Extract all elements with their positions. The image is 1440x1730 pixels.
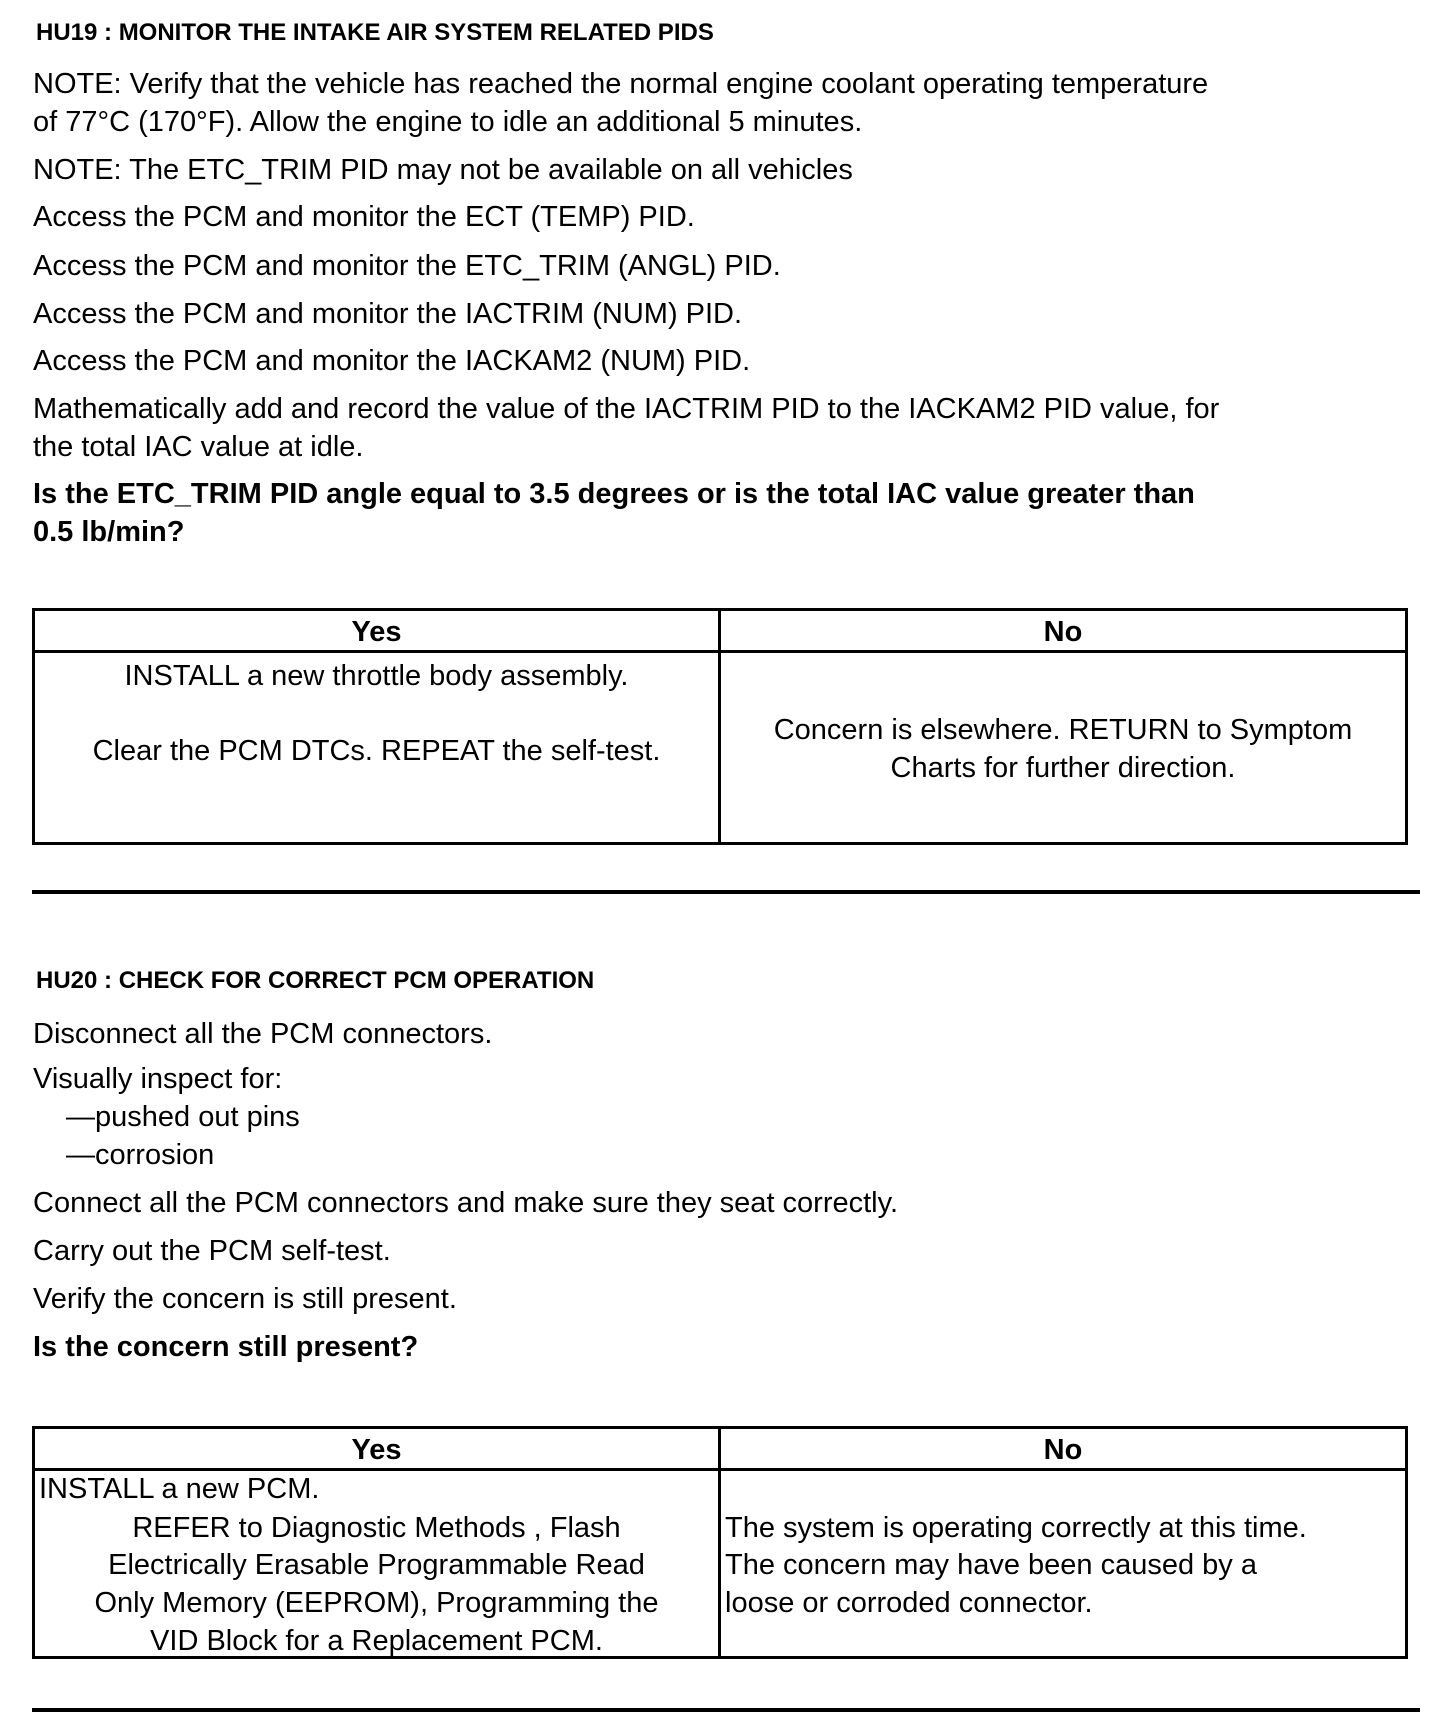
no-cell-line: Charts for further direction. xyxy=(890,752,1236,784)
step-iactrim: Access the PCM and monitor the IACTRIM (NUM) PID. xyxy=(33,298,743,330)
hu19-decision-table xyxy=(32,608,1408,845)
no-cell-line: loose or corroded connector. xyxy=(725,1587,1093,1619)
no-cell-line: Concern is elsewhere. RETURN to Symptom xyxy=(773,714,1353,746)
math-instruction-line2: the total IAC value at idle. xyxy=(33,431,364,463)
section-divider xyxy=(32,890,1420,894)
note-temperature-line2: of 77°C (170°F). Allow the engine to idle an additional 5 minutes. xyxy=(33,106,863,138)
no-cell-line: The system is operating correctly at this time. xyxy=(725,1512,1307,1544)
step-etc-trim: Access the PCM and monitor the ETC_TRIM (ANGL) PID. xyxy=(33,250,781,282)
step-connect: Connect all the PCM connectors and make sure they seat correctly. xyxy=(33,1187,899,1219)
yes-cell-line: REFER to Diagnostic Methods , Flash xyxy=(132,1512,621,1544)
hu20-heading: HU20 : CHECK FOR CORRECT PCM OPERATION xyxy=(36,967,595,994)
step-verify: Verify the concern is still present. xyxy=(33,1283,457,1315)
yes-cell-line: INSTALL a new PCM. xyxy=(39,1473,320,1505)
no-header: No xyxy=(1043,616,1083,648)
question-line1: Is the ETC_TRIM PID angle equal to 3.5 degrees or is the total IAC value greater than xyxy=(33,478,1195,510)
section-divider xyxy=(32,1708,1420,1712)
yes-cell-line: VID Block for a Replacement PCM. xyxy=(150,1625,603,1657)
yes-cell-line: Clear the PCM DTCs. REPEAT the self-test. xyxy=(92,735,661,767)
inspect-item-pins: —pushed out pins xyxy=(66,1101,300,1133)
step-ect: Access the PCM and monitor the ECT (TEMP) PID. xyxy=(33,201,695,233)
step-disconnect: Disconnect all the PCM connectors. xyxy=(33,1018,493,1050)
yes-header: Yes xyxy=(351,616,402,648)
hu20-decision-table xyxy=(32,1426,1408,1659)
hu20-question: Is the concern still present? xyxy=(33,1331,419,1363)
question-line2: 0.5 lb/min? xyxy=(33,516,185,548)
note-etc-trim: NOTE: The ETC_TRIM PID may not be available on all vehicles xyxy=(33,154,853,186)
hu19-heading: HU19 : MONITOR THE INTAKE AIR SYSTEM RELATED PIDS xyxy=(36,19,714,46)
step-self-test: Carry out the PCM self-test. xyxy=(33,1235,391,1267)
yes-cell-line: Electrically Erasable Programmable Read xyxy=(108,1549,645,1581)
inspect-item-corrosion: —corrosion xyxy=(66,1139,215,1171)
yes-header: Yes xyxy=(351,1434,402,1466)
yes-cell-line: INSTALL a new throttle body assembly. xyxy=(124,660,629,692)
no-cell-line: The concern may have been caused by a xyxy=(725,1549,1257,1581)
step-inspect: Visually inspect for: xyxy=(33,1063,283,1095)
step-iackam2: Access the PCM and monitor the IACKAM2 (NUM) PID. xyxy=(33,345,751,377)
yes-cell-line: Only Memory (EEPROM), Programming the xyxy=(94,1587,659,1619)
no-header: No xyxy=(1043,1434,1083,1466)
math-instruction-line1: Mathematically add and record the value of the IACTRIM PID to the IACKAM2 PID value, for xyxy=(33,393,1220,425)
note-temperature-line1: NOTE: Verify that the vehicle has reached the normal engine coolant operating temperature xyxy=(33,68,1209,100)
